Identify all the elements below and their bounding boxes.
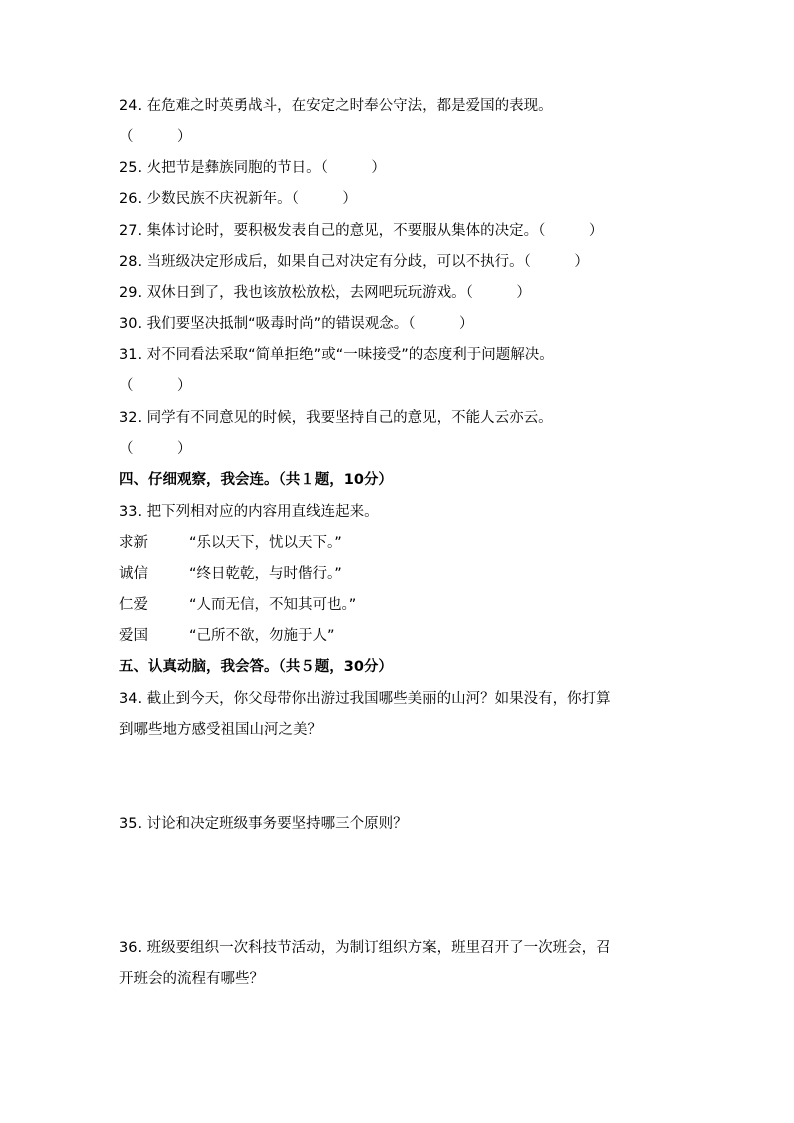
answer-blank-32: （ ） [119,441,192,457]
question-28: 28. 当班级决定形成后，如果自己对决定有分歧，可以不执行。（ ） [119,254,589,270]
question-36-line-2: 开班会的流程有哪些？ [119,971,264,987]
match-left-term: 爱国 [119,628,148,644]
question-30: 30. 我们要坚决抵制“吸毒时尚”的错误观念。（ ） [119,316,474,332]
match-left-term: 诚信 [119,566,148,582]
question-26: 26. 少数民族不庆祝新年。（ ） [119,191,357,207]
question-29: 29. 双休日到了，我也该放松放松，去网吧玩玩游戏。（ ） [119,285,531,301]
match-right-quote: “终日乾乾，与时偕行。” [189,566,342,582]
match-right-quote: “人而无信，不知其可也。” [189,597,357,613]
section-4-heading: 四、仔细观察，我会连。（共１题，10分） [119,472,393,488]
question-34-line-1: 34. 截止到今天，你父母带你出游过我国哪些美丽的山河？如果没有，你打算 [119,691,611,707]
match-row [119,533,342,553]
match-row [119,595,356,615]
match-right-quote: “己所不欲，勿施于人” [189,628,335,644]
match-left-term: 仁爱 [119,597,148,613]
question-27: 27. 集体讨论时，要积极发表自己的意见，不要服从集体的决定。（ ） [119,223,604,239]
answer-blank-24: （ ） [119,129,192,145]
question-31: 31. 对不同看法采取“简单拒绝”或“一味接受”的态度利于问题解决。 [119,347,554,363]
answer-blank-31: （ ） [119,378,192,394]
question-36-line-1: 36. 班级要组织一次科技节活动，为制订组织方案，班里召开了一次班会，召 [119,940,611,956]
match-row [119,626,335,646]
question-32: 32. 同学有不同意见的时候，我要坚持自己的意见，不能人云亦云。 [119,410,553,426]
match-left-term: 求新 [119,535,148,551]
match-row [119,564,342,584]
question-25: 25. 火把节是彝族同胞的节日。（ ） [119,160,386,176]
question-35: 35. 讨论和决定班级事务要坚持哪三个原则？ [119,816,408,832]
question-34-line-2: 到哪些地方感受祖国山河之美？ [119,722,322,738]
question-33: 33. 把下列相对应的内容用直线连起来。 [119,504,379,520]
match-right-quote: “乐以天下，忧以天下。” [189,535,342,551]
question-24: 24. 在危难之时英勇战斗，在安定之时奉公守法，都是爱国的表现。 [119,98,553,114]
section-5-heading: 五、认真动脑，我会答。（共５题，30分） [119,659,393,675]
